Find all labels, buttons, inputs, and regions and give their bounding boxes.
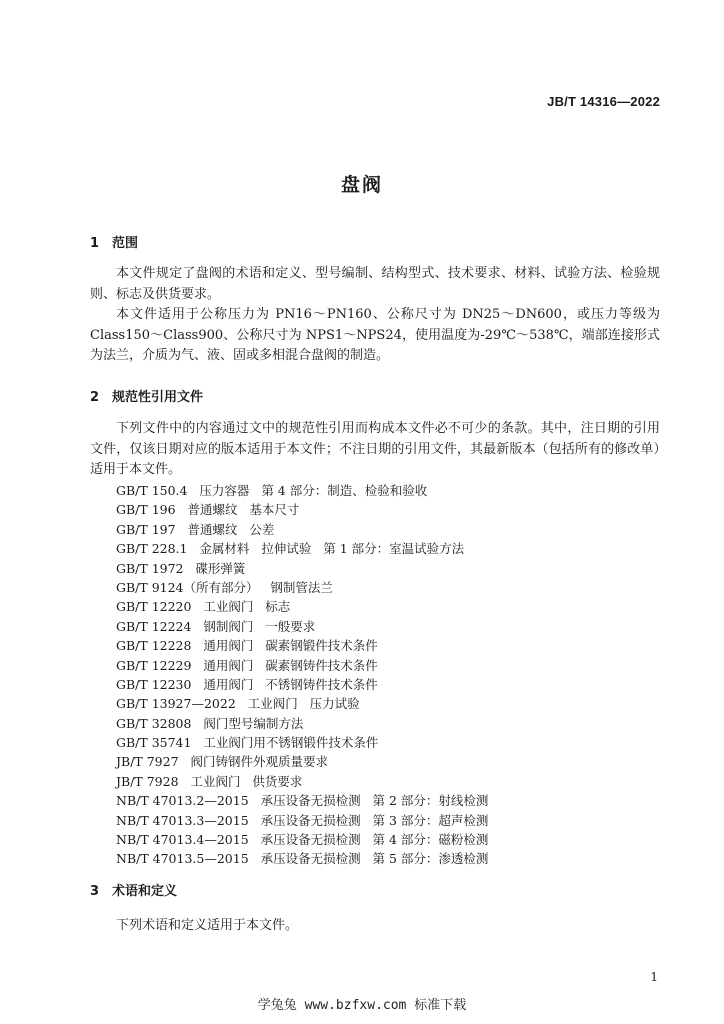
paragraph: 下列文件中的内容通过文中的规范性引用而构成本文件必不可少的条款。其中，注日期的引用文件，仅该日期对应的版本适用于本文件；不注日期的引用文件，其最新版本（包括所有的修改单）适用于本文件。 [90, 421, 660, 477]
reference-item: GB/T 12230 通用阀门 不锈钢铸件技术条件 [116, 676, 378, 692]
section-heading-normative-references [90, 386, 203, 405]
reference-item: GB/T 1972 碟形弹簧 [116, 560, 246, 576]
section-title: 规范性引用文件 [112, 390, 204, 405]
reference-item: NB/T 47013.4—2015 承压设备无损检测 第 4 部分：磁粉检测 [116, 832, 489, 848]
reference-item: GB/T 32808 阀门型号编制方法 [116, 715, 304, 731]
section-number: 3 [90, 884, 100, 899]
reference-item: GB/T 197 普通螺纹 公差 [116, 521, 275, 537]
reference-item: GB/T 35741 工业阀门用不锈钢锻件技术条件 [116, 735, 379, 751]
reference-item: JB/T 7927 阀门铸钢件外观质量要求 [116, 754, 328, 770]
reference-item: GB/T 13927—2022 工业阀门 压力试验 [116, 696, 360, 712]
paragraph: 本文件适用于公称压力为 PN16～PN160、公称尺寸为 DN25～DN600，或压力等级为 Class150～Class900、公称尺寸为 NPS1～NPS24，使用温度为-29℃～538℃，端部连接形式为法兰，介质为气、液、固或多相混合盘阀的制造。 [90, 307, 660, 363]
reference-item: GB/T 196 普通螺纹 基本尺寸 [116, 502, 300, 518]
reference-item: GB/T 12229 通用阀门 碳素钢铸件技术条件 [116, 657, 378, 673]
paragraph: 下列术语和定义适用于本文件。 [116, 918, 299, 933]
footer-watermark: 学兔兔 www.bzfxw.com 标准下载 [257, 998, 467, 1013]
reference-item: GB/T 12224 钢制阀门 一般要求 [116, 618, 316, 634]
reference-item: NB/T 47013.2—2015 承压设备无损检测 第 2 部分：射线检测 [116, 793, 489, 809]
reference-item: JB/T 7928 工业阀门 供货要求 [116, 773, 303, 789]
reference-item: GB/T 228.1 金属材料 拉伸试验 第 1 部分：室温试验方法 [116, 541, 465, 557]
section-heading-terms-and-definitions [90, 880, 177, 899]
section-number: 2 [90, 390, 100, 405]
section-title: 术语和定义 [112, 884, 178, 899]
reference-item: GB/T 9124（所有部分） 钢制管法兰 [116, 579, 333, 595]
standard-code: JB/T 14316—2022 [547, 94, 660, 109]
reference-item: NB/T 47013.5—2015 承压设备无损检测 第 5 部分：渗透检测 [116, 851, 489, 867]
reference-item: NB/T 47013.3—2015 承压设备无损检测 第 3 部分：超声检测 [116, 812, 489, 828]
reference-item: GB/T 12228 通用阀门 碳素钢锻件技术条件 [116, 638, 378, 654]
section-number: 1 [90, 236, 100, 251]
reference-list [116, 481, 488, 869]
page-number: 1 [650, 970, 658, 984]
reference-item: GB/T 12220 工业阀门 标志 [116, 599, 291, 615]
paragraph: 本文件规定了盘阀的术语和定义、型号编制、结构型式、技术要求、材料、试验方法、检验规则、标志及供货要求。 [90, 266, 660, 302]
document-title: 盘阀 [340, 174, 383, 196]
section-title: 范围 [112, 236, 139, 251]
section-heading-scope [90, 232, 138, 251]
reference-item: GB/T 150.4 压力容器 第 4 部分：制造、检验和验收 [116, 483, 428, 498]
